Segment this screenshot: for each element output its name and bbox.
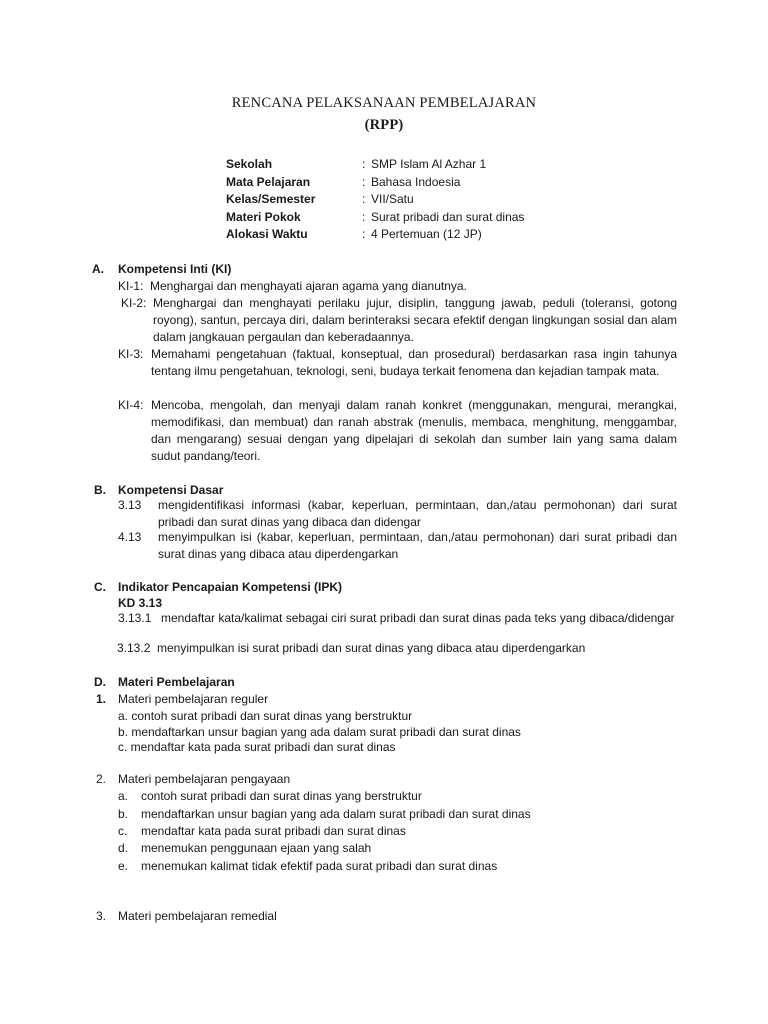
ki-label: KI-2:	[121, 296, 147, 310]
material-group-number: 1.	[96, 692, 107, 706]
material-item-label: b.	[118, 807, 129, 821]
info-colon: :	[362, 209, 366, 224]
material-item-text: mendaftarkan unsur bagian yang ada dalam surat pribadi dan surat dinas	[141, 807, 531, 821]
section-letter: D.	[94, 675, 106, 689]
material-group-title: Materi pembelajaran reguler	[118, 692, 269, 706]
info-key: Alokasi Waktu	[226, 227, 308, 241]
info-value: Bahasa Indoesia	[371, 174, 461, 189]
material-item-text: menemukan kalimat tidak efektif pada surat pribadi dan surat dinas	[141, 859, 498, 873]
material-item-text: contoh surat pribadi dan surat dinas yang berstruktur	[141, 789, 422, 803]
ki-item	[121, 295, 677, 346]
ki-item	[118, 278, 678, 295]
section-title: Indikator Pencapaian Kompetensi (IPK)	[118, 580, 343, 594]
material-item-text: mendaftar kata pada surat pribadi dan surat dinas	[141, 824, 406, 838]
material-item: c. mendaftar kata pada surat pribadi dan surat dinas	[118, 740, 396, 754]
info-colon: :	[362, 174, 366, 189]
kd-text: menyimpulkan isi (kabar, keperluan, permintaan, dan,/atau permohonan) dari surat pribadi dan surat dinas yang dibaca atau diperdengarkan	[158, 530, 677, 561]
info-row-time	[226, 226, 546, 244]
ki-label: KI-3:	[118, 347, 144, 361]
info-colon: :	[362, 157, 366, 171]
ki-item	[118, 346, 677, 397]
section-letter: C.	[94, 580, 106, 594]
ipk-label: 3.13.2	[117, 641, 151, 655]
ki-text: Menghargai dan menghayati ajaran agama yang dianutnya.	[150, 279, 467, 293]
ki-label: KI-1:	[118, 279, 144, 293]
material-group-number: 3.	[96, 909, 107, 923]
section-title: Kompetensi Dasar	[118, 483, 224, 497]
material-group-title: Materi pembelajaran remedial	[118, 909, 277, 923]
identity-table	[226, 156, 546, 244]
material-item-text: menemukan penggunaan ejaan yang salah	[141, 841, 372, 855]
ipk-item	[118, 610, 677, 644]
section-letter: B.	[94, 483, 106, 497]
document-subtitle: (RPP)	[364, 117, 404, 133]
info-key: Kelas/Semester	[226, 192, 316, 206]
kd-item	[118, 529, 677, 563]
kd-label: 4.13	[118, 530, 142, 544]
info-row-subject	[226, 174, 546, 192]
ipk-text: menyimpulkan isi surat pribadi dan surat dinas yang dibaca atau diperdengarkan	[157, 641, 586, 655]
info-key: Materi Pokok	[226, 209, 301, 224]
kd-item	[118, 497, 677, 531]
material-item: a. contoh surat pribadi dan surat dinas yang berstruktur	[118, 709, 413, 723]
ipk-item	[117, 640, 677, 657]
material-item-label: a.	[118, 789, 129, 803]
kd-text: mengidentifikasi informasi (kabar, keperluan, permintaan, dan,/atau permohonan) dari surat pribadi dan surat dinas yang dibaca dan didengar	[158, 498, 677, 529]
document-title: RENCANA PELAKSANAAN PEMBELAJARAN	[231, 95, 537, 111]
ki-label: KI-4:	[118, 398, 144, 412]
info-colon: :	[362, 192, 366, 206]
ki-item	[118, 397, 677, 465]
info-row-topic	[226, 209, 546, 227]
ipk-label: 3.13.1	[118, 611, 152, 625]
material-group-title: Materi pembelajaran pengayaan	[118, 772, 291, 786]
material-item-label: e.	[118, 859, 129, 873]
info-key: Sekolah	[226, 157, 273, 171]
material-item-label: d.	[118, 841, 129, 855]
info-key: Mata Pelajaran	[226, 174, 311, 189]
info-value: VII/Satu	[371, 192, 414, 206]
material-item: b. mendaftarkan unsur bagian yang ada dalam surat pribadi dan surat dinas	[118, 725, 521, 739]
ipk-text	[161, 610, 677, 627]
ki-text: Mencoba, mengolah, dan menyaji dalam ranah konkret (menggunakan, mengurai, merangkai, memodifikasi, dan membuat) dan ranah abstrak (menulis, membaca, menghitung, menggambar, dan mengarang) sesuai dengan yang dipelajari di sekolah dan sumber lain yang sama dalam sudut pandang/teori.	[151, 398, 677, 463]
info-value: 4 Pertemuan (12 JP)	[371, 227, 482, 241]
info-value: SMP Islam Al Azhar 1	[371, 157, 487, 171]
info-row-school	[226, 156, 546, 174]
info-colon: :	[362, 227, 366, 241]
info-value: Surat pribadi dan surat dinas	[371, 209, 525, 224]
material-group-number: 2.	[96, 772, 107, 786]
kd-number: KD 3.13	[118, 596, 163, 610]
kd-label: 3.13	[118, 498, 142, 512]
ki-text: Menghargai dan menghayati perilaku jujur, disiplin, tanggung jawab, peduli (toleransi, gotong royong), santun, percaya diri, dalam berinteraksi secara efektif dengan lingkungan sosial dan alam dalam jangkauan pergaulan dan keberadaannya.	[153, 296, 677, 344]
section-title: Kompetensi Inti (KI)	[118, 262, 232, 276]
section-title: Materi Pembelajaran	[118, 675, 235, 689]
section-letter: A.	[92, 262, 104, 276]
ipk-text-content: mendaftar kata/kalimat sebagai ciri surat pribadi dan surat dinas pada teks yang dibaca/didengar	[161, 611, 675, 625]
material-item-label: c.	[118, 824, 128, 838]
info-row-class	[226, 191, 546, 209]
ki-text: Memahami pengetahuan (faktual, konseptual, dan prosedural) berdasarkan rasa ingin tahunya tentang ilmu pengetahuan, teknologi, seni, budaya terkait fenomena dan kejadian tampak mata.	[151, 347, 677, 378]
